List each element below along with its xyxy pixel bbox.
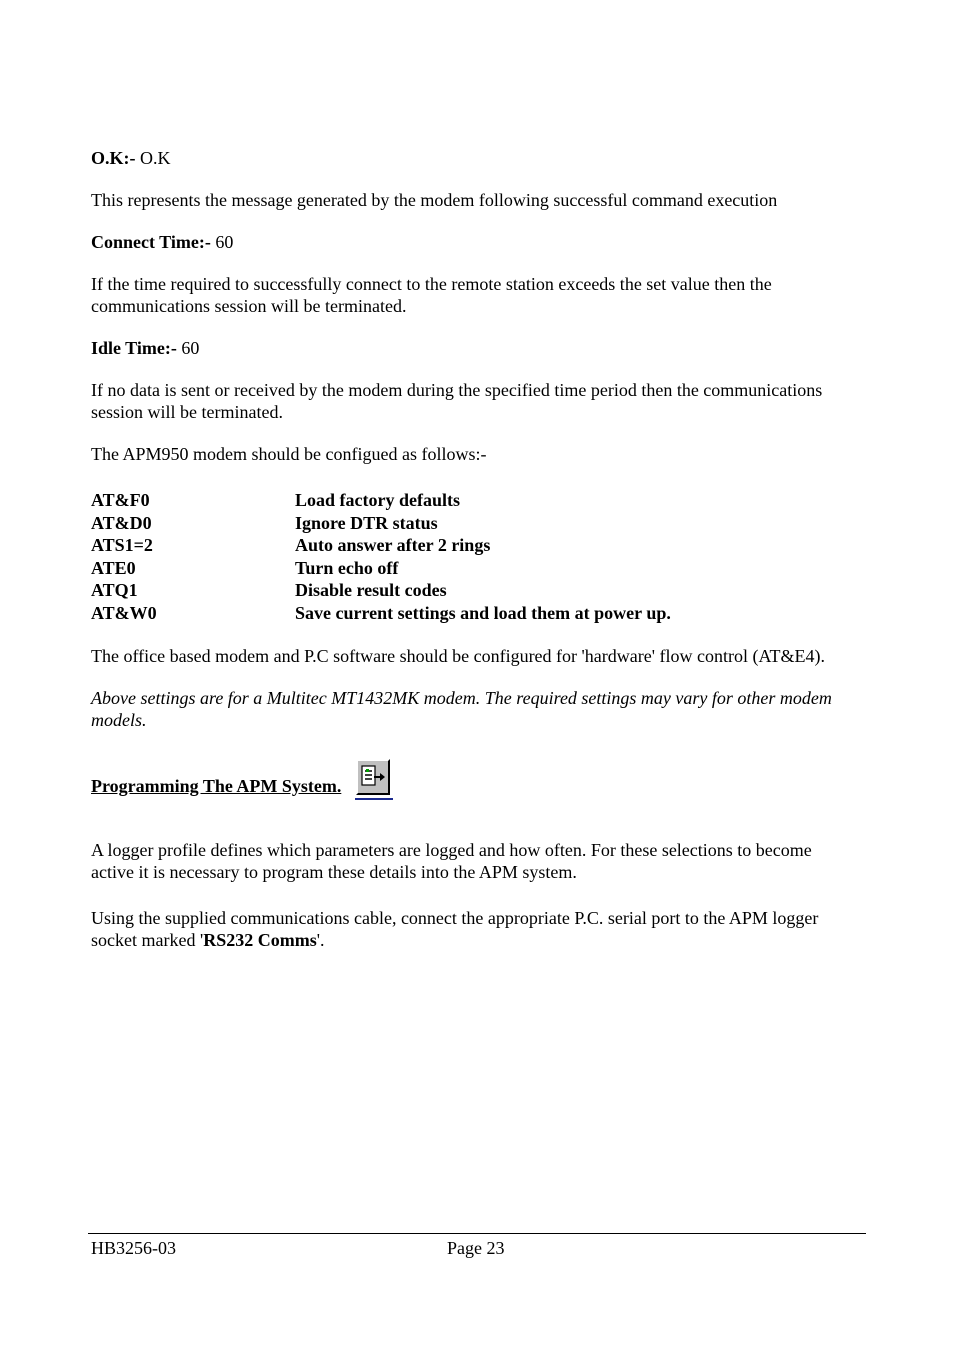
icon-link-underline (355, 798, 393, 800)
field-connect-time (91, 231, 851, 253)
command-code: AT&W0 (91, 602, 157, 623)
cable-paragraph (91, 907, 851, 951)
command-row (91, 602, 851, 625)
footer-page-number: Page 23 (447, 1238, 505, 1258)
field-label: Connect Time:- (91, 232, 211, 252)
command-code: ATS1=2 (91, 535, 153, 556)
command-row (91, 579, 851, 602)
field-value: 60 (215, 232, 234, 252)
footer-doc-id: HB3256-03 (91, 1238, 176, 1258)
field-label: Idle Time:- (91, 338, 177, 358)
command-description: Auto answer after 2 rings (295, 535, 491, 556)
cable-text-prefix: Using the supplied communications cable, connect the appropriate P.C. serial port to the APM logger socket marked ' (91, 907, 819, 950)
command-row (91, 557, 851, 580)
command-code: AT&D0 (91, 512, 152, 533)
command-description: Turn echo off (295, 557, 399, 578)
profile-paragraph: A logger profile defines which parameters are logged and how often. For these selections to become active it is necessary to program these details into the APM system. (91, 839, 812, 882)
field-idle-time (91, 337, 851, 359)
command-row (91, 512, 851, 535)
command-code: ATQ1 (91, 580, 138, 601)
field-description: If no data is sent or received by the modem during the specified time period then the communications session will be terminated. (91, 380, 823, 422)
command-description: Disable result codes (295, 580, 447, 601)
page-content (91, 147, 851, 951)
footer-rule (88, 1233, 866, 1234)
field-description: This represents the message generated by the modem following successful command execution (91, 190, 778, 210)
command-table (91, 489, 851, 625)
section-heading-row (91, 753, 851, 797)
icon-button-face (356, 759, 390, 795)
field-ok (91, 147, 851, 169)
config-intro: The APM950 modem should be configued as follows:- (91, 444, 487, 464)
cable-text-suffix: '. (316, 929, 325, 950)
program-logger-icon[interactable] (355, 759, 393, 801)
command-description: Load factory defaults (295, 490, 460, 510)
program-logger-icon-glyph (358, 761, 388, 793)
command-description: Ignore DTR status (295, 512, 438, 533)
socket-name: RS232 Comms (203, 929, 317, 950)
field-value: O.K (140, 148, 171, 168)
command-row (91, 489, 851, 512)
field-description: If the time required to successfully connect to the remote station exceeds the set value then the communications session will be terminated. (91, 274, 772, 316)
modem-note: Above settings are for a Multitec MT1432MK modem. The required settings may vary for other modem models. (91, 687, 832, 730)
command-description: Save current settings and load them at power up. (295, 602, 671, 623)
field-label: O.K:- (91, 148, 136, 168)
flow-control-text: The office based modem and P.C software should be configured for 'hardware' flow control (AT&E4). (91, 645, 825, 666)
field-value: 60 (181, 338, 200, 358)
command-row (91, 534, 851, 557)
command-code: AT&F0 (91, 490, 150, 510)
command-code: ATE0 (91, 557, 136, 578)
section-heading: Programming The APM System. (91, 775, 342, 796)
